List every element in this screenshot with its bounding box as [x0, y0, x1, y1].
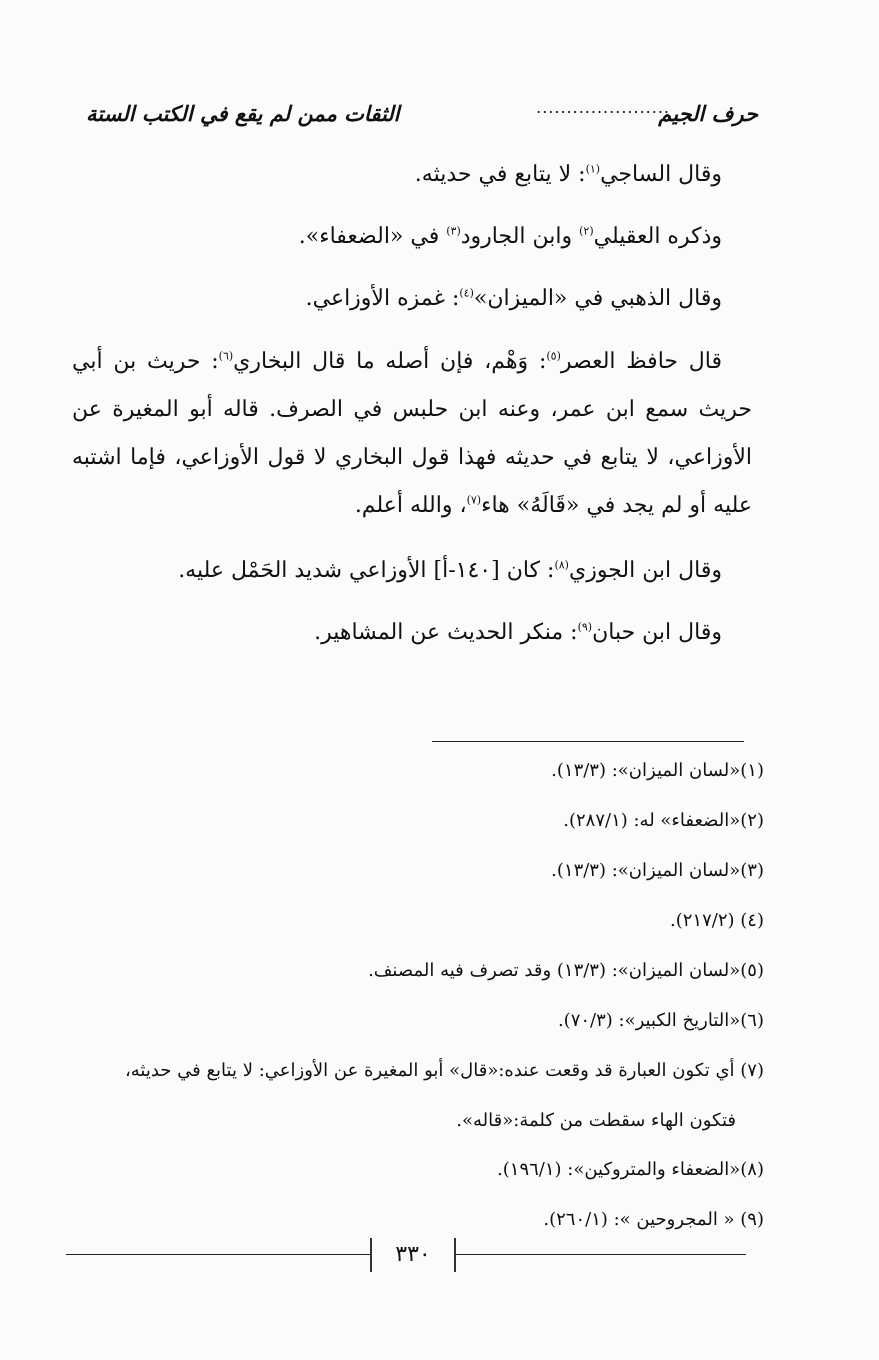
paragraph-dhahabi: وقال الذهبي في «الميزان»$^{(٤)}$: غمزه الأوزاعي.	[305, 286, 722, 311]
main-text	[72, 152, 752, 672]
header-section-title: حرف الجيم	[658, 101, 758, 126]
footnote-6: (٦)«التاريخ الكبير»: (٧٠/٣).	[557, 1010, 764, 1031]
paragraph-ibn-hibban: وقال ابن حبان$^{(٩)}$: منكر الحديث عن المشاهير.	[314, 620, 722, 645]
footnote-3: (٣)«لسان الميزان»: (١٣/٣).	[551, 860, 764, 881]
footnote-1: (١)«لسان الميزان»: (١٣/٣).	[551, 760, 764, 781]
paragraph-ibn-jawzi: وقال ابن الجوزي$^{(٨)}$: كان [١٤٠-أ] الأوزاعي شديد الحَمْل عليه.	[178, 558, 722, 583]
footnote-7	[56, 1054, 764, 1137]
paragraph-hafiz-asr: قال حافظ العصر$^{(٥)}$: وَهْم، فإن أصله ما قال البخاري$^{(٦)}$: حريث بن أبي حريث سمع ابن عمر، وعنه ابن حلبس في الصرف. قاله أبو المغيرة عن الأوزاعي، لا يتابع في حديثه فهذا قول البخاري لا قول الأوزاعي، فإما اشتبه عليه أو لم يجد في «قَالَهُ» هاء$^{(٧)}$، والله أعلم.	[72, 349, 752, 518]
footnote-2: (٢)«الضعفاء» له: (٢٨٧/١).	[563, 810, 764, 831]
footnote-separator	[432, 741, 744, 742]
paragraph-uqayli: وذكره العقيلي$^{(٢)}$ وابن الجارود$^{(٣)}$ في «الضعفاء».	[298, 224, 722, 249]
footnote-7-line-1: (٧) أي تكون العبارة قد وقعت عنده:«قال» أبو المغيرة عن الأوزاعي: لا يتابع في حديثه،	[124, 1060, 764, 1081]
header-leader-dots: ......................	[536, 98, 670, 117]
footnote-7-line-2: فتكون الهاء سقطت من كلمة:«قاله».	[456, 1110, 736, 1131]
footnote-5: (٥)«لسان الميزان»: (١٣/٣) وقد تصرف فيه المصنف.	[368, 960, 764, 981]
running-header	[86, 96, 758, 132]
footnote-8: (٨)«الضعفاء والمتروكين»: (١٩٦/١).	[497, 1159, 764, 1180]
footnotes	[56, 754, 764, 1253]
footnote-9: (٩) « المجروحين »: (٢٦٠/١).	[543, 1209, 764, 1230]
footnote-4: (٤) (٢١٧/٢).	[670, 910, 764, 931]
paragraph-saji: وقال الساجي$^{(١)}$: لا يتابع في حديثه.	[414, 162, 722, 187]
header-book-title: الثقات ممن لم يقع في الكتب الستة	[86, 101, 400, 126]
page-number: ٣٣٠	[370, 1238, 456, 1272]
